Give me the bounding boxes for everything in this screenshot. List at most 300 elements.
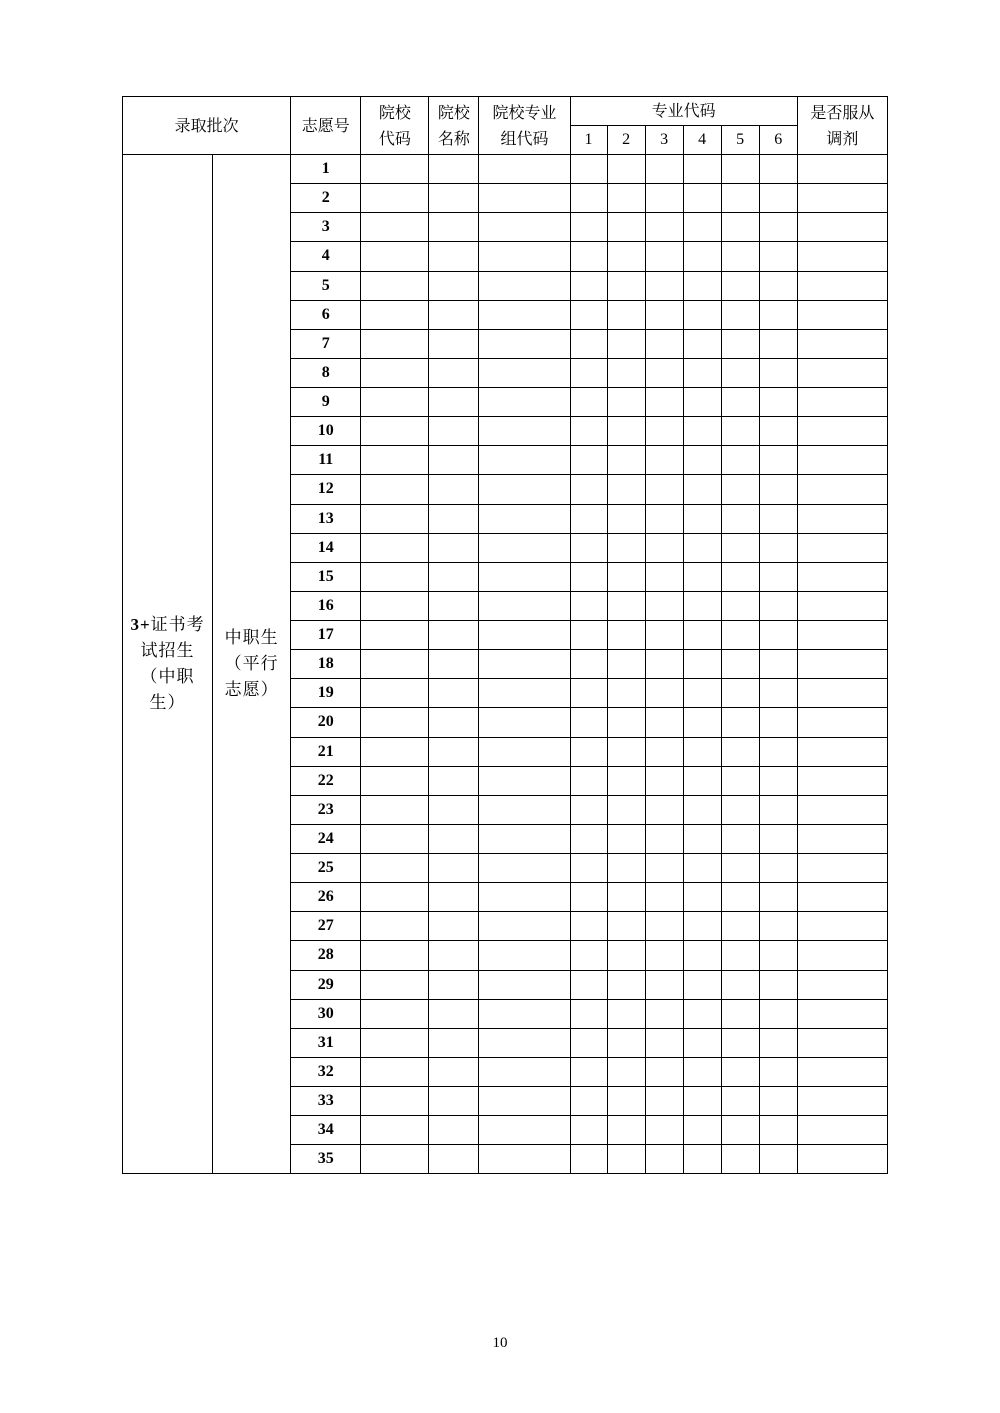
major-code-6-cell[interactable]	[759, 475, 797, 504]
major-code-3-cell[interactable]	[645, 912, 683, 941]
major-code-5-cell[interactable]	[721, 417, 759, 446]
major-code-5-cell[interactable]	[721, 883, 759, 912]
major-code-3-cell[interactable]	[645, 591, 683, 620]
school-name-cell[interactable]	[429, 1057, 479, 1086]
school-code-cell[interactable]	[361, 970, 429, 999]
school-code-cell[interactable]	[361, 591, 429, 620]
group-code-cell[interactable]	[479, 824, 570, 853]
school-name-cell[interactable]	[429, 562, 479, 591]
adjust-cell[interactable]	[797, 708, 887, 737]
major-code-5-cell[interactable]	[721, 912, 759, 941]
major-code-5-cell[interactable]	[721, 1057, 759, 1086]
adjust-cell[interactable]	[797, 155, 887, 184]
major-code-3-cell[interactable]	[645, 533, 683, 562]
school-name-cell[interactable]	[429, 1087, 479, 1116]
major-code-3-cell[interactable]	[645, 766, 683, 795]
school-code-cell[interactable]	[361, 184, 429, 213]
adjust-cell[interactable]	[797, 533, 887, 562]
major-code-6-cell[interactable]	[759, 1057, 797, 1086]
major-code-5-cell[interactable]	[721, 1145, 759, 1174]
major-code-6-cell[interactable]	[759, 446, 797, 475]
major-code-6-cell[interactable]	[759, 329, 797, 358]
major-code-1-cell[interactable]	[570, 912, 607, 941]
school-name-cell[interactable]	[429, 300, 479, 329]
major-code-1-cell[interactable]	[570, 358, 607, 387]
major-code-6-cell[interactable]	[759, 1087, 797, 1116]
major-code-2-cell[interactable]	[607, 417, 645, 446]
group-code-cell[interactable]	[479, 446, 570, 475]
group-code-cell[interactable]	[479, 941, 570, 970]
group-code-cell[interactable]	[479, 650, 570, 679]
major-code-5-cell[interactable]	[721, 1087, 759, 1116]
major-code-5-cell[interactable]	[721, 708, 759, 737]
major-code-3-cell[interactable]	[645, 184, 683, 213]
group-code-cell[interactable]	[479, 358, 570, 387]
major-code-6-cell[interactable]	[759, 854, 797, 883]
major-code-1-cell[interactable]	[570, 271, 607, 300]
major-code-3-cell[interactable]	[645, 941, 683, 970]
major-code-5-cell[interactable]	[721, 621, 759, 650]
major-code-2-cell[interactable]	[607, 883, 645, 912]
major-code-4-cell[interactable]	[683, 155, 721, 184]
major-code-5-cell[interactable]	[721, 504, 759, 533]
major-code-4-cell[interactable]	[683, 766, 721, 795]
major-code-1-cell[interactable]	[570, 795, 607, 824]
major-code-1-cell[interactable]	[570, 1028, 607, 1057]
school-code-cell[interactable]	[361, 795, 429, 824]
major-code-3-cell[interactable]	[645, 1145, 683, 1174]
group-code-cell[interactable]	[479, 679, 570, 708]
school-name-cell[interactable]	[429, 883, 479, 912]
major-code-5-cell[interactable]	[721, 941, 759, 970]
major-code-4-cell[interactable]	[683, 970, 721, 999]
adjust-cell[interactable]	[797, 883, 887, 912]
major-code-4-cell[interactable]	[683, 446, 721, 475]
group-code-cell[interactable]	[479, 504, 570, 533]
major-code-4-cell[interactable]	[683, 242, 721, 271]
major-code-6-cell[interactable]	[759, 358, 797, 387]
group-code-cell[interactable]	[479, 417, 570, 446]
major-code-2-cell[interactable]	[607, 795, 645, 824]
major-code-3-cell[interactable]	[645, 271, 683, 300]
major-code-5-cell[interactable]	[721, 824, 759, 853]
major-code-1-cell[interactable]	[570, 999, 607, 1028]
major-code-3-cell[interactable]	[645, 737, 683, 766]
group-code-cell[interactable]	[479, 970, 570, 999]
major-code-2-cell[interactable]	[607, 1087, 645, 1116]
major-code-3-cell[interactable]	[645, 388, 683, 417]
major-code-4-cell[interactable]	[683, 562, 721, 591]
major-code-3-cell[interactable]	[645, 621, 683, 650]
major-code-5-cell[interactable]	[721, 1116, 759, 1145]
school-code-cell[interactable]	[361, 912, 429, 941]
major-code-2-cell[interactable]	[607, 213, 645, 242]
major-code-3-cell[interactable]	[645, 562, 683, 591]
adjust-cell[interactable]	[797, 621, 887, 650]
major-code-4-cell[interactable]	[683, 533, 721, 562]
major-code-4-cell[interactable]	[683, 417, 721, 446]
major-code-3-cell[interactable]	[645, 358, 683, 387]
group-code-cell[interactable]	[479, 329, 570, 358]
school-code-cell[interactable]	[361, 999, 429, 1028]
major-code-6-cell[interactable]	[759, 766, 797, 795]
school-code-cell[interactable]	[361, 883, 429, 912]
adjust-cell[interactable]	[797, 1087, 887, 1116]
school-code-cell[interactable]	[361, 446, 429, 475]
major-code-3-cell[interactable]	[645, 1057, 683, 1086]
major-code-5-cell[interactable]	[721, 562, 759, 591]
adjust-cell[interactable]	[797, 650, 887, 679]
school-name-cell[interactable]	[429, 941, 479, 970]
major-code-4-cell[interactable]	[683, 184, 721, 213]
major-code-1-cell[interactable]	[570, 533, 607, 562]
major-code-3-cell[interactable]	[645, 679, 683, 708]
major-code-5-cell[interactable]	[721, 358, 759, 387]
major-code-1-cell[interactable]	[570, 1116, 607, 1145]
school-code-cell[interactable]	[361, 1087, 429, 1116]
major-code-3-cell[interactable]	[645, 329, 683, 358]
major-code-4-cell[interactable]	[683, 358, 721, 387]
school-code-cell[interactable]	[361, 737, 429, 766]
major-code-6-cell[interactable]	[759, 621, 797, 650]
major-code-2-cell[interactable]	[607, 912, 645, 941]
school-name-cell[interactable]	[429, 737, 479, 766]
major-code-2-cell[interactable]	[607, 824, 645, 853]
school-code-cell[interactable]	[361, 1145, 429, 1174]
major-code-4-cell[interactable]	[683, 883, 721, 912]
school-code-cell[interactable]	[361, 417, 429, 446]
major-code-1-cell[interactable]	[570, 417, 607, 446]
school-code-cell[interactable]	[361, 621, 429, 650]
major-code-5-cell[interactable]	[721, 213, 759, 242]
major-code-3-cell[interactable]	[645, 1087, 683, 1116]
major-code-1-cell[interactable]	[570, 155, 607, 184]
adjust-cell[interactable]	[797, 795, 887, 824]
major-code-1-cell[interactable]	[570, 854, 607, 883]
group-code-cell[interactable]	[479, 591, 570, 620]
adjust-cell[interactable]	[797, 1145, 887, 1174]
major-code-6-cell[interactable]	[759, 242, 797, 271]
group-code-cell[interactable]	[479, 1028, 570, 1057]
major-code-6-cell[interactable]	[759, 708, 797, 737]
major-code-6-cell[interactable]	[759, 941, 797, 970]
major-code-4-cell[interactable]	[683, 1145, 721, 1174]
major-code-6-cell[interactable]	[759, 1145, 797, 1174]
school-code-cell[interactable]	[361, 562, 429, 591]
major-code-1-cell[interactable]	[570, 300, 607, 329]
school-code-cell[interactable]	[361, 1116, 429, 1145]
school-code-cell[interactable]	[361, 358, 429, 387]
major-code-5-cell[interactable]	[721, 650, 759, 679]
school-code-cell[interactable]	[361, 155, 429, 184]
adjust-cell[interactable]	[797, 591, 887, 620]
school-name-cell[interactable]	[429, 155, 479, 184]
school-name-cell[interactable]	[429, 999, 479, 1028]
major-code-3-cell[interactable]	[645, 854, 683, 883]
school-code-cell[interactable]	[361, 941, 429, 970]
adjust-cell[interactable]	[797, 766, 887, 795]
adjust-cell[interactable]	[797, 446, 887, 475]
school-name-cell[interactable]	[429, 679, 479, 708]
school-name-cell[interactable]	[429, 854, 479, 883]
major-code-1-cell[interactable]	[570, 650, 607, 679]
major-code-3-cell[interactable]	[645, 999, 683, 1028]
school-code-cell[interactable]	[361, 766, 429, 795]
major-code-1-cell[interactable]	[570, 941, 607, 970]
school-name-cell[interactable]	[429, 912, 479, 941]
major-code-5-cell[interactable]	[721, 737, 759, 766]
school-name-cell[interactable]	[429, 824, 479, 853]
major-code-6-cell[interactable]	[759, 824, 797, 853]
major-code-5-cell[interactable]	[721, 591, 759, 620]
group-code-cell[interactable]	[479, 1116, 570, 1145]
adjust-cell[interactable]	[797, 970, 887, 999]
major-code-1-cell[interactable]	[570, 824, 607, 853]
major-code-5-cell[interactable]	[721, 329, 759, 358]
major-code-3-cell[interactable]	[645, 1028, 683, 1057]
major-code-2-cell[interactable]	[607, 475, 645, 504]
major-code-4-cell[interactable]	[683, 475, 721, 504]
major-code-4-cell[interactable]	[683, 1116, 721, 1145]
major-code-6-cell[interactable]	[759, 912, 797, 941]
major-code-2-cell[interactable]	[607, 970, 645, 999]
major-code-2-cell[interactable]	[607, 1028, 645, 1057]
major-code-5-cell[interactable]	[721, 242, 759, 271]
major-code-1-cell[interactable]	[570, 708, 607, 737]
major-code-5-cell[interactable]	[721, 155, 759, 184]
major-code-3-cell[interactable]	[645, 213, 683, 242]
school-name-cell[interactable]	[429, 417, 479, 446]
major-code-2-cell[interactable]	[607, 708, 645, 737]
group-code-cell[interactable]	[479, 766, 570, 795]
group-code-cell[interactable]	[479, 999, 570, 1028]
adjust-cell[interactable]	[797, 184, 887, 213]
major-code-4-cell[interactable]	[683, 1028, 721, 1057]
adjust-cell[interactable]	[797, 300, 887, 329]
major-code-3-cell[interactable]	[645, 708, 683, 737]
major-code-2-cell[interactable]	[607, 679, 645, 708]
major-code-4-cell[interactable]	[683, 1087, 721, 1116]
major-code-2-cell[interactable]	[607, 650, 645, 679]
major-code-6-cell[interactable]	[759, 417, 797, 446]
major-code-1-cell[interactable]	[570, 504, 607, 533]
major-code-1-cell[interactable]	[570, 1087, 607, 1116]
school-code-cell[interactable]	[361, 824, 429, 853]
school-name-cell[interactable]	[429, 475, 479, 504]
major-code-6-cell[interactable]	[759, 679, 797, 708]
major-code-1-cell[interactable]	[570, 766, 607, 795]
major-code-3-cell[interactable]	[645, 824, 683, 853]
major-code-4-cell[interactable]	[683, 300, 721, 329]
adjust-cell[interactable]	[797, 679, 887, 708]
school-code-cell[interactable]	[361, 1028, 429, 1057]
adjust-cell[interactable]	[797, 1116, 887, 1145]
major-code-4-cell[interactable]	[683, 795, 721, 824]
group-code-cell[interactable]	[479, 300, 570, 329]
group-code-cell[interactable]	[479, 562, 570, 591]
major-code-2-cell[interactable]	[607, 766, 645, 795]
adjust-cell[interactable]	[797, 271, 887, 300]
major-code-6-cell[interactable]	[759, 271, 797, 300]
adjust-cell[interactable]	[797, 737, 887, 766]
major-code-4-cell[interactable]	[683, 591, 721, 620]
major-code-4-cell[interactable]	[683, 912, 721, 941]
major-code-5-cell[interactable]	[721, 184, 759, 213]
major-code-6-cell[interactable]	[759, 388, 797, 417]
group-code-cell[interactable]	[479, 475, 570, 504]
major-code-4-cell[interactable]	[683, 737, 721, 766]
major-code-3-cell[interactable]	[645, 650, 683, 679]
major-code-1-cell[interactable]	[570, 562, 607, 591]
major-code-2-cell[interactable]	[607, 591, 645, 620]
school-name-cell[interactable]	[429, 708, 479, 737]
major-code-1-cell[interactable]	[570, 213, 607, 242]
major-code-3-cell[interactable]	[645, 417, 683, 446]
major-code-2-cell[interactable]	[607, 941, 645, 970]
school-name-cell[interactable]	[429, 242, 479, 271]
major-code-6-cell[interactable]	[759, 970, 797, 999]
major-code-6-cell[interactable]	[759, 504, 797, 533]
major-code-1-cell[interactable]	[570, 679, 607, 708]
major-code-1-cell[interactable]	[570, 329, 607, 358]
major-code-2-cell[interactable]	[607, 155, 645, 184]
major-code-1-cell[interactable]	[570, 1145, 607, 1174]
major-code-2-cell[interactable]	[607, 388, 645, 417]
major-code-5-cell[interactable]	[721, 271, 759, 300]
adjust-cell[interactable]	[797, 562, 887, 591]
major-code-2-cell[interactable]	[607, 358, 645, 387]
major-code-3-cell[interactable]	[645, 795, 683, 824]
school-name-cell[interactable]	[429, 795, 479, 824]
major-code-6-cell[interactable]	[759, 1116, 797, 1145]
major-code-2-cell[interactable]	[607, 271, 645, 300]
school-name-cell[interactable]	[429, 213, 479, 242]
major-code-6-cell[interactable]	[759, 533, 797, 562]
school-name-cell[interactable]	[429, 1116, 479, 1145]
adjust-cell[interactable]	[797, 358, 887, 387]
group-code-cell[interactable]	[479, 533, 570, 562]
group-code-cell[interactable]	[479, 1087, 570, 1116]
school-name-cell[interactable]	[429, 621, 479, 650]
school-code-cell[interactable]	[361, 533, 429, 562]
school-name-cell[interactable]	[429, 358, 479, 387]
adjust-cell[interactable]	[797, 417, 887, 446]
school-code-cell[interactable]	[361, 242, 429, 271]
school-name-cell[interactable]	[429, 184, 479, 213]
major-code-4-cell[interactable]	[683, 504, 721, 533]
major-code-2-cell[interactable]	[607, 446, 645, 475]
major-code-5-cell[interactable]	[721, 388, 759, 417]
major-code-1-cell[interactable]	[570, 737, 607, 766]
major-code-1-cell[interactable]	[570, 388, 607, 417]
major-code-2-cell[interactable]	[607, 184, 645, 213]
major-code-3-cell[interactable]	[645, 1116, 683, 1145]
major-code-5-cell[interactable]	[721, 970, 759, 999]
school-code-cell[interactable]	[361, 679, 429, 708]
major-code-6-cell[interactable]	[759, 737, 797, 766]
school-code-cell[interactable]	[361, 213, 429, 242]
major-code-5-cell[interactable]	[721, 999, 759, 1028]
school-name-cell[interactable]	[429, 504, 479, 533]
major-code-3-cell[interactable]	[645, 300, 683, 329]
school-code-cell[interactable]	[361, 300, 429, 329]
group-code-cell[interactable]	[479, 155, 570, 184]
major-code-5-cell[interactable]	[721, 533, 759, 562]
group-code-cell[interactable]	[479, 1145, 570, 1174]
major-code-2-cell[interactable]	[607, 854, 645, 883]
major-code-2-cell[interactable]	[607, 999, 645, 1028]
major-code-6-cell[interactable]	[759, 155, 797, 184]
school-name-cell[interactable]	[429, 650, 479, 679]
major-code-6-cell[interactable]	[759, 213, 797, 242]
major-code-2-cell[interactable]	[607, 300, 645, 329]
major-code-4-cell[interactable]	[683, 824, 721, 853]
group-code-cell[interactable]	[479, 737, 570, 766]
major-code-3-cell[interactable]	[645, 970, 683, 999]
major-code-4-cell[interactable]	[683, 679, 721, 708]
major-code-5-cell[interactable]	[721, 854, 759, 883]
group-code-cell[interactable]	[479, 854, 570, 883]
major-code-3-cell[interactable]	[645, 155, 683, 184]
group-code-cell[interactable]	[479, 213, 570, 242]
adjust-cell[interactable]	[797, 1057, 887, 1086]
school-name-cell[interactable]	[429, 970, 479, 999]
major-code-4-cell[interactable]	[683, 941, 721, 970]
school-name-cell[interactable]	[429, 1145, 479, 1174]
adjust-cell[interactable]	[797, 242, 887, 271]
adjust-cell[interactable]	[797, 912, 887, 941]
school-name-cell[interactable]	[429, 388, 479, 417]
major-code-4-cell[interactable]	[683, 271, 721, 300]
group-code-cell[interactable]	[479, 388, 570, 417]
major-code-5-cell[interactable]	[721, 300, 759, 329]
major-code-3-cell[interactable]	[645, 883, 683, 912]
adjust-cell[interactable]	[797, 999, 887, 1028]
major-code-2-cell[interactable]	[607, 242, 645, 271]
adjust-cell[interactable]	[797, 1028, 887, 1057]
group-code-cell[interactable]	[479, 621, 570, 650]
major-code-2-cell[interactable]	[607, 1116, 645, 1145]
major-code-6-cell[interactable]	[759, 591, 797, 620]
group-code-cell[interactable]	[479, 795, 570, 824]
major-code-1-cell[interactable]	[570, 621, 607, 650]
major-code-6-cell[interactable]	[759, 1028, 797, 1057]
school-code-cell[interactable]	[361, 475, 429, 504]
major-code-2-cell[interactable]	[607, 1057, 645, 1086]
major-code-6-cell[interactable]	[759, 883, 797, 912]
adjust-cell[interactable]	[797, 388, 887, 417]
major-code-6-cell[interactable]	[759, 562, 797, 591]
group-code-cell[interactable]	[479, 883, 570, 912]
major-code-5-cell[interactable]	[721, 1028, 759, 1057]
major-code-1-cell[interactable]	[570, 1057, 607, 1086]
major-code-5-cell[interactable]	[721, 475, 759, 504]
school-name-cell[interactable]	[429, 1028, 479, 1057]
major-code-5-cell[interactable]	[721, 446, 759, 475]
major-code-4-cell[interactable]	[683, 388, 721, 417]
group-code-cell[interactable]	[479, 242, 570, 271]
major-code-5-cell[interactable]	[721, 766, 759, 795]
major-code-3-cell[interactable]	[645, 446, 683, 475]
school-name-cell[interactable]	[429, 766, 479, 795]
major-code-2-cell[interactable]	[607, 621, 645, 650]
school-code-cell[interactable]	[361, 854, 429, 883]
major-code-3-cell[interactable]	[645, 475, 683, 504]
major-code-6-cell[interactable]	[759, 999, 797, 1028]
adjust-cell[interactable]	[797, 941, 887, 970]
major-code-5-cell[interactable]	[721, 679, 759, 708]
major-code-1-cell[interactable]	[570, 970, 607, 999]
